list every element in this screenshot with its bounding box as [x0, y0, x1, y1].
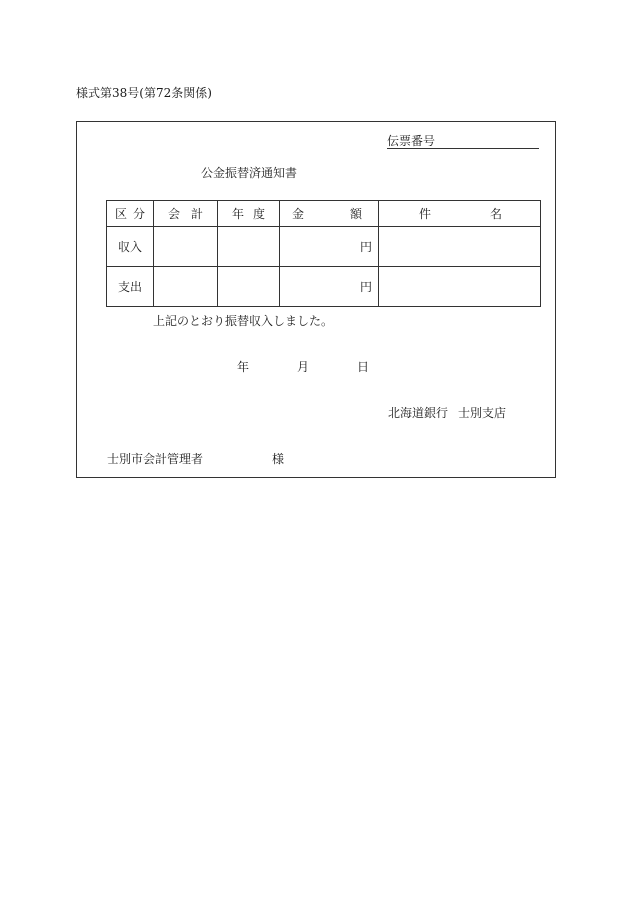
- form-title: 公金振替済通知書: [201, 166, 298, 180]
- subject-cell[interactable]: [379, 227, 541, 267]
- fiscal-year-cell[interactable]: [218, 227, 280, 267]
- transfer-table: [106, 200, 541, 307]
- slip-number-label: 伝票番号: [387, 132, 539, 149]
- category-cell: 支出: [107, 267, 154, 307]
- bank-name: 北海道銀行: [388, 406, 449, 420]
- subject-cell[interactable]: [379, 267, 541, 307]
- header-account: 会 計: [154, 201, 218, 227]
- account-cell[interactable]: [154, 227, 218, 267]
- table-row: [107, 227, 541, 267]
- date-year-label: 年: [237, 360, 250, 374]
- recipient-name: 士別市会計管理者: [107, 452, 204, 466]
- amount-cell[interactable]: 円: [280, 227, 379, 267]
- notice-form: [76, 121, 556, 478]
- header-amount: 金 額: [280, 201, 379, 227]
- bank-branch: 士別支店: [458, 406, 507, 420]
- fiscal-year-cell[interactable]: [218, 267, 280, 307]
- table-row: [107, 267, 541, 307]
- transfer-note: 上記のとおり振替収入しました。: [153, 314, 334, 328]
- header-fiscal-year: 年 度: [218, 201, 280, 227]
- form-number: 様式第38号(第72条関係): [76, 86, 212, 100]
- amount-cell[interactable]: 円: [280, 267, 379, 307]
- table-header-row: [107, 201, 541, 227]
- header-category: 区 分: [107, 201, 154, 227]
- date-month-label: 月: [297, 360, 310, 374]
- recipient-honorific: 様: [272, 452, 285, 466]
- category-cell: 収入: [107, 227, 154, 267]
- account-cell[interactable]: [154, 267, 218, 307]
- date-day-label: 日: [357, 360, 370, 374]
- header-subject: 件 名: [379, 201, 541, 227]
